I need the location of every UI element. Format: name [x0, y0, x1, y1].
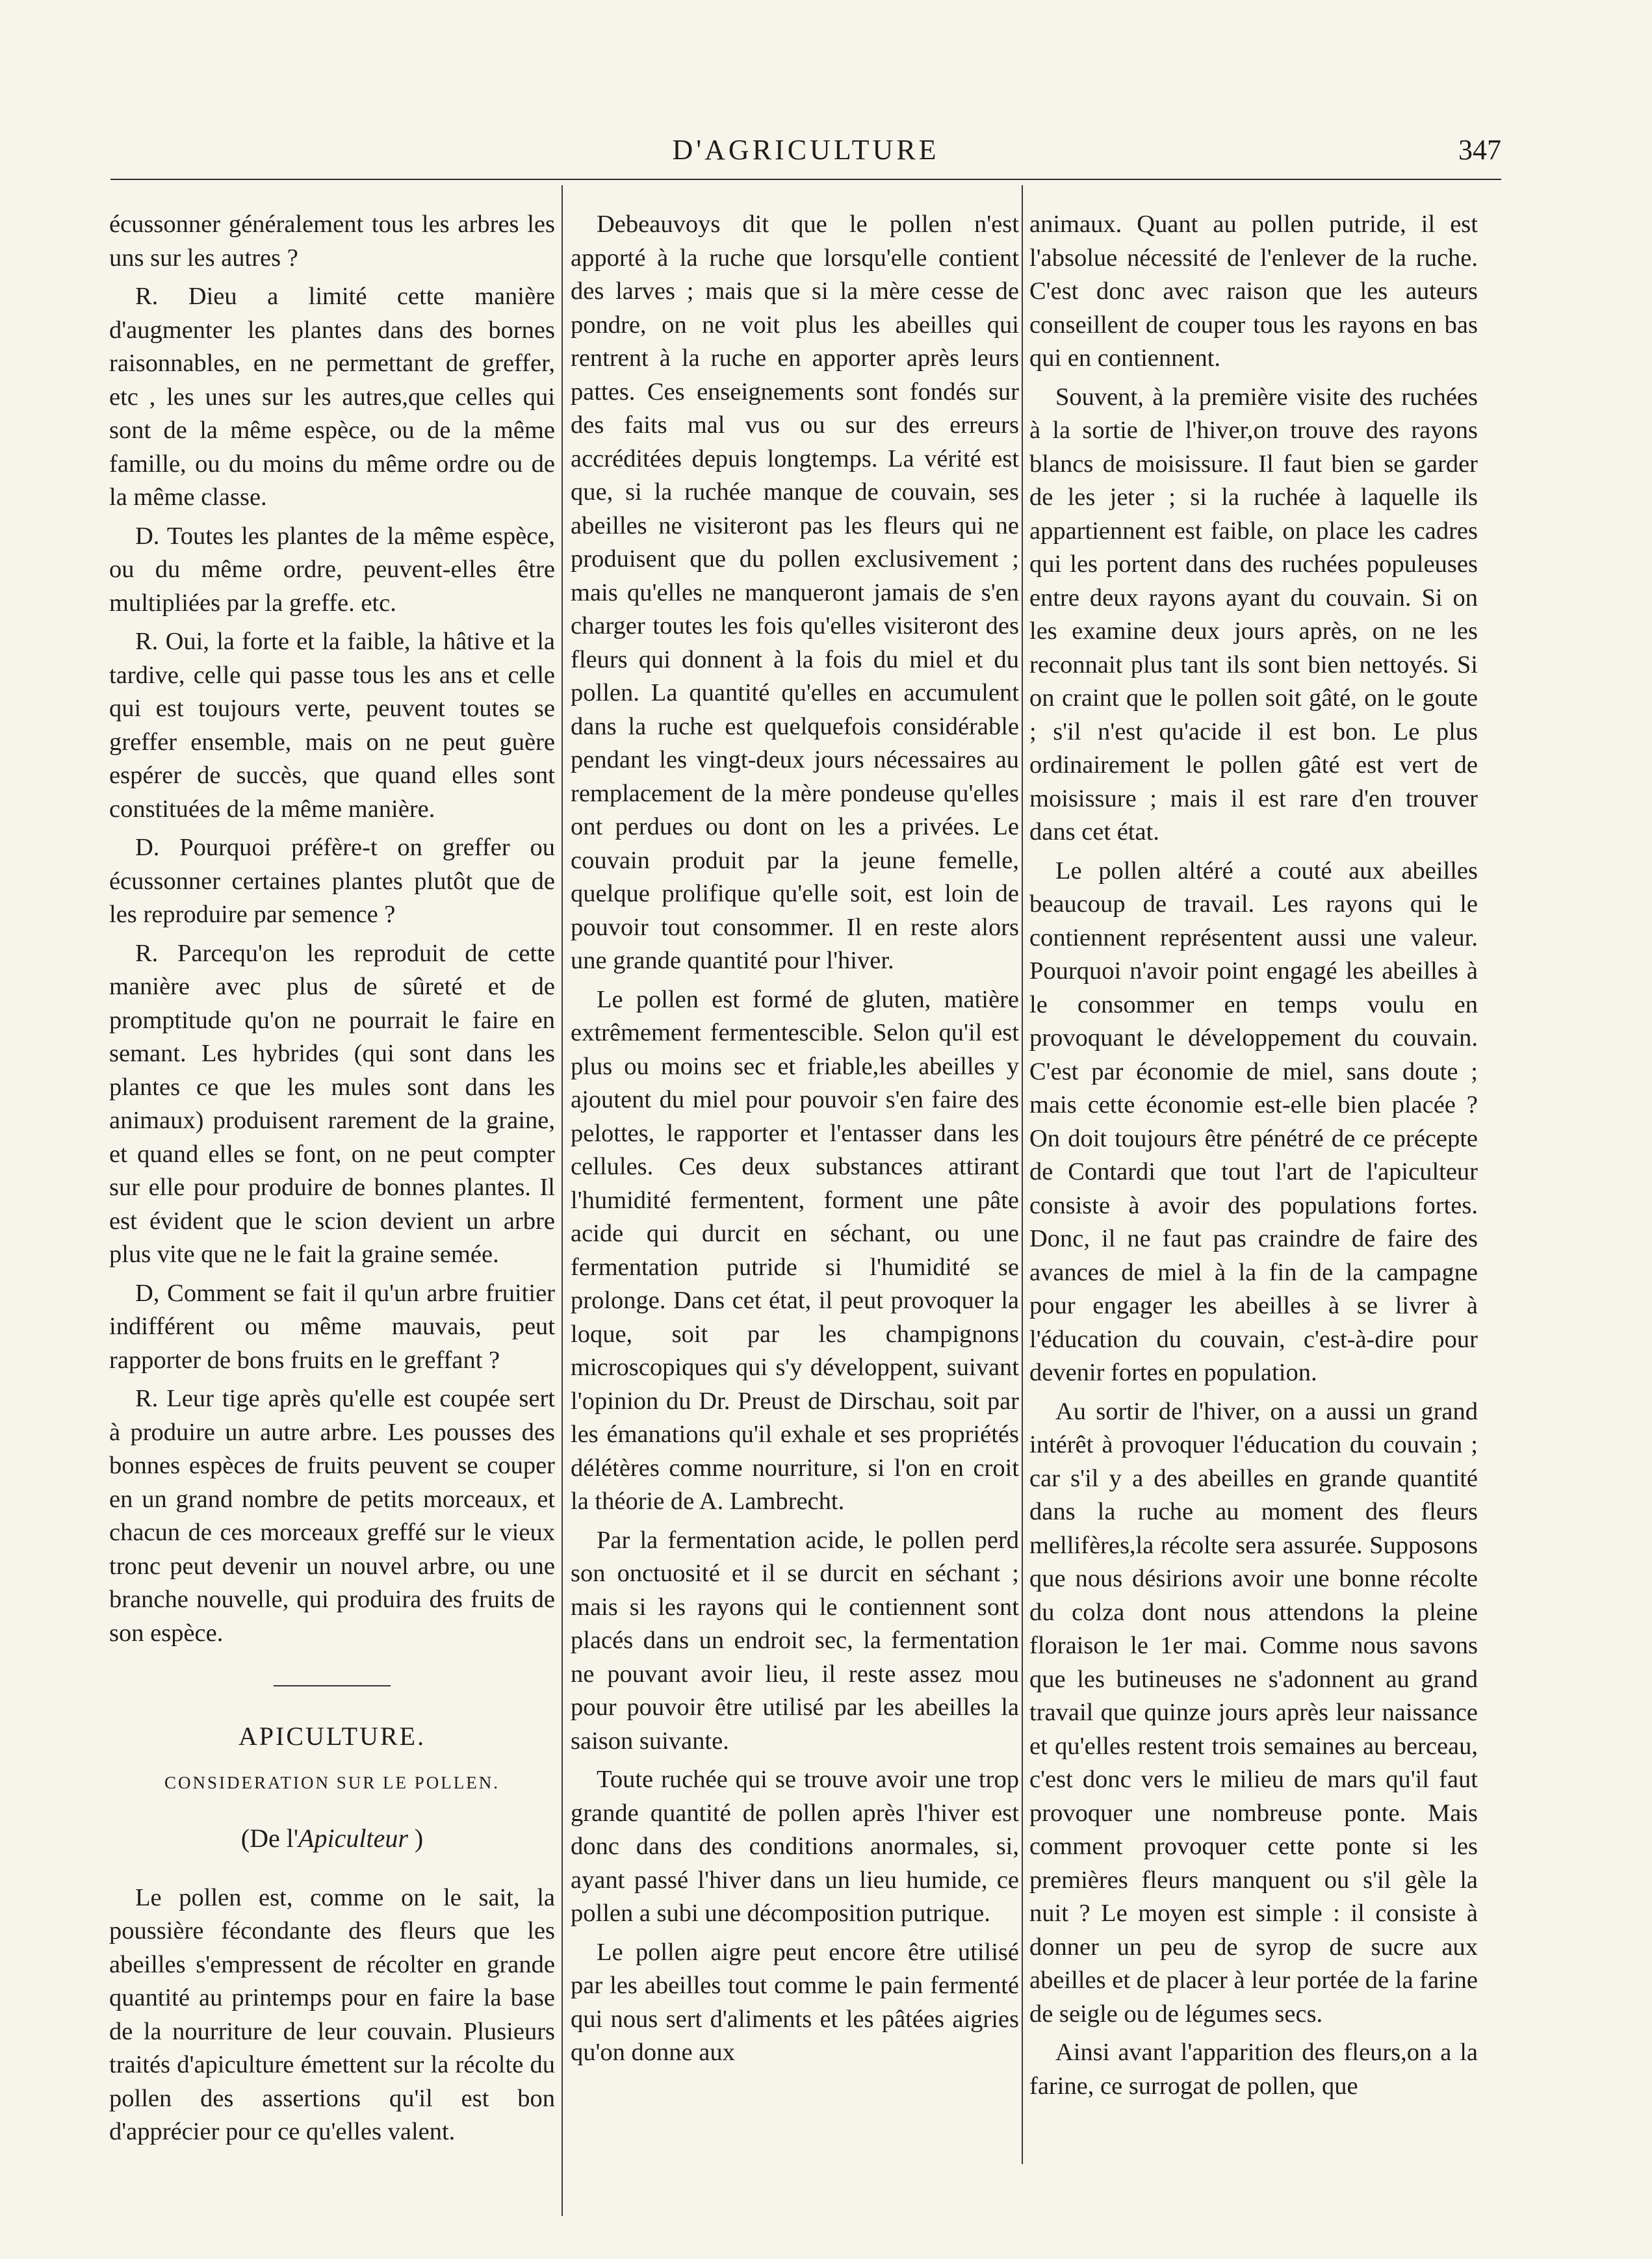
source-name: Apiculteur	[298, 1824, 408, 1853]
paragraph: D. Pourquoi préfère-t on greffer ou écussonner certaines plantes plutôt que de les reproduire par semence ?	[109, 834, 555, 928]
section-title: APICULTURE.	[238, 1722, 426, 1751]
column-1	[109, 208, 555, 2216]
paragraph: Souvent, à la première visite des ruchées à la sortie de l'hiver,on trouve des rayons blancs de moisissure. Il faut bien se garder de les jeter ; si la ruchée à laquelle ils appartiennent est faible, on place les cadres qui les portent dans des ruchées populeuses entre deux rayons ayant du couvain. Si on les examine deux jours après, on ne les reconnait plus tant ils sont bien nettoyés. Si on craint que le pollen soit gâté, on le goute ; s'il n'est qu'acide il est bon. Le plus ordinairement le pollen gâté est vert de moisissure ; mais il est rare d'en trouver dans cet état.	[1029, 383, 1478, 846]
paragraph: Ainsi avant l'apparition des fleurs,on a la farine, ce surrogat de pollen, que	[1029, 2039, 1478, 2100]
running-title: D'AGRICULTURE	[672, 134, 940, 166]
paragraph: Debeauvoys dit que le pollen n'est apporté à la ruche que lorsqu'elle contient des larves ; mais que si la mère cesse de pondre, on ne voit plus les abeilles qui rentrent à la ruche en apporter après leurs pattes. Ces enseignements sont fondés sur des faits mal vus ou sur des erreurs accréditées depuis longtemps. La vérité est que, si la ruchée manque de couvain, ses abeilles ne visiteront pas les fleurs qui ne produisent que du pollen exclusivement ; mais qu'elles ne manqueront jamais de s'en charger toutes les fois qu'elles visiteront des fleurs qui donnent à la fois du miel et du pollen. La quantité qu'elles en accumulent dans la ruche est quelquefois considérable pendant les vingt-deux jours nécessaires au remplacement de la mère pondeuse qu'elles ont perdues ou dont on les a privées. Le couvain produit par la jeune femelle, quelque prolifique qu'elle soit, est loin de pouvoir tout consommer. Il en reste alors une grande quantité pour l'hiver.	[571, 211, 1019, 974]
section-divider	[274, 1685, 391, 1686]
column-divider-1	[561, 185, 563, 2216]
paragraph: Le pollen altéré a couté aux abeilles beaucoup de travail. Les rayons qui le contiennent représentent aussi une valeur. Pourquoi n'avoir point engagé les abeilles à le consommer en temps voulu en provoquant le développement du couvain. C'est par économie de miel, sans doute ; mais cette économie est-elle bien placée ? On doit toujours être pénétré de ce précepte de Contardi que tout l'art de l'apiculteur consiste à avoir des populations fortes. Donc, il ne faut pas craindre de faire des avances de miel à la fin de la campagne pour engager les abeilles à se livrer à l'éducation du couvain, c'est-à-dire pour devenir fortes en population.	[1029, 857, 1478, 1386]
source-prefix: (De l'	[240, 1824, 299, 1853]
paragraph: animaux. Quant au pollen putride, il est l'absolue nécessité de l'enlever de la ruche. C'est donc avec raison que les auteurs conseillent de couper tous les rayons en bas qui en contiennent.	[1029, 211, 1478, 372]
page-number: 347	[1458, 134, 1501, 166]
paragraph: R. Leur tige après qu'elle est coupée sert à produire un autre arbre. Les pousses des bonnes espèces de fruits peuvent se couper en un grand nombre de petits morceaux, et chacun de ces morceaux greffé sur le vieux tronc peut devenir un nouvel arbre, ou une branche nouvelle, qui produira des fruits de son espèce.	[109, 1385, 555, 1647]
paragraph: écussonner généralement tous les arbres les uns sur les autres ?	[109, 211, 555, 272]
paragraph: Par la fermentation acide, le pollen perd son onctuosité et il se durcit en séchant ; mais si les rayons qui le contiennent sont placés dans un endroit sec, la fermentation ne pouvant avoir lieu, il reste assez mou pour pouvoir être utilisé par les abeilles la saison suivante.	[571, 1526, 1019, 1755]
paragraph: Le pollen aigre peut encore être utilisé par les abeilles tout comme le pain fermenté qui nous sert d'aliments et les pâtées aigries qu'on donne aux	[571, 1938, 1019, 2066]
paragraph: Au sortir de l'hiver, on a aussi un grand intérêt à provoquer l'éducation du couvain ; car s'il y a des abeilles en grande quantité dans la ruche au moment des fleurs mellifères,la récolte sera assurée. Supposons que nous désirions avoir une bonne récolte du colza dont nous attendons la pleine floraison le 1er mai. Comme nous savons que les butineuses ne s'adonnent au grand travail que quinze jours après leur naissance et qu'elles restent trois semaines au berceau, c'est donc vers le milieu de mars qu'il faut provoquer une nombreuse ponte. Mais comment provoquer cette ponte si les premières fleurs manquent ou s'il gèle la nuit ? Le moyen est simple : il consiste à donner un peu de syrop de sucre aux abeilles et de placer à leur portée de la farine de seigle ou de légumes secs.	[1029, 1397, 1478, 2028]
paragraph: Le pollen est, comme on le sait, la poussière fécondante des fleurs que les abeilles s'empressent de récolter en grande quantité au printemps pour en faire la base de la nourriture de leur couvain. Plusieurs traités d'apiculture émettent sur la récolte du pollen des assertions qu'il est bon d'apprécier pour ce qu'elles valent.	[109, 1883, 555, 2145]
article-source	[109, 1822, 555, 1855]
article-subtitle: CONSIDERATION SUR LE POLLEN.	[164, 1773, 500, 1792]
source-suffix: )	[407, 1824, 424, 1853]
column-3	[1029, 208, 1478, 2216]
paragraph: D. Toutes les plantes de la même espèce, ou du même ordre, peuvent-elles être multipliées par la greffe. etc.	[109, 522, 555, 617]
column-2	[571, 208, 1019, 2216]
paragraph: Toute ruchée qui se trouve avoir une trop grande quantité de pollen après l'hiver est donc dans des conditions anormales, si, ayant passé l'hiver dans un lieu humide, ce pollen a subi une décomposition putrique.	[571, 1766, 1019, 1927]
paragraph: R. Dieu a limité cette manière d'augmenter les plantes dans des bornes raisonnables, en ne permettant de greffer, etc , les unes sur les autres,que celles qui sont de la même espèce, ou de la même famille, ou du moins du même ordre ou de la même classe.	[109, 283, 555, 511]
paragraph: R. Oui, la forte et la faible, la hâtive et la tardive, celle qui passe tous les ans et celle qui est toujours verte, peuvent toutes se greffer ensemble, mais on ne peut guère espérer de succès, que quand elles sont constituées de la même manière.	[109, 628, 555, 823]
paragraph: R. Parcequ'on les reproduit de cette manière avec plus de sûreté et de promptitude qu'on ne pourrait le faire en semant. Les hybrides (qui sont dans les plantes ce que les mules sont dans les animaux) produisent rarement de la graine, et quand elles se font, on ne peut compter sur elle pour produire de bonnes plantes. Il est évident que le scion devient un arbre plus vite que ne le fait la graine semée.	[109, 939, 555, 1268]
page-header	[110, 133, 1501, 172]
header-rule	[110, 179, 1501, 180]
column-divider-2	[1022, 185, 1023, 2164]
paragraph: Le pollen est formé de gluten, matière extrêmement fermentescible. Selon qu'il est plus ou moins sec et friable,les abeilles y ajoutent du miel pour pouvoir s'en faire des pelottes, le rapporter et l'entasser dans les cellules. Ces deux substances attirant l'humidité fermentent, forment une pâte acide qui durcit en séchant, ou une fermentation putride si l'humidité se prolonge. Dans cet état, il peut provoquer la loque, soit par les champignons microscopiques qui s'y développent, suivant l'opinion du Dr. Preust de Dirschau, soit par les émanations qu'il exhale et ses propriétés délétères comme nourriture, si l'on en croit la théorie de A. Lambrecht.	[571, 985, 1019, 1515]
paragraph: D, Comment se fait il qu'un arbre fruitier indifférent ou même mauvais, peut rapporter de bons fruits en le greffant ?	[109, 1279, 555, 1374]
